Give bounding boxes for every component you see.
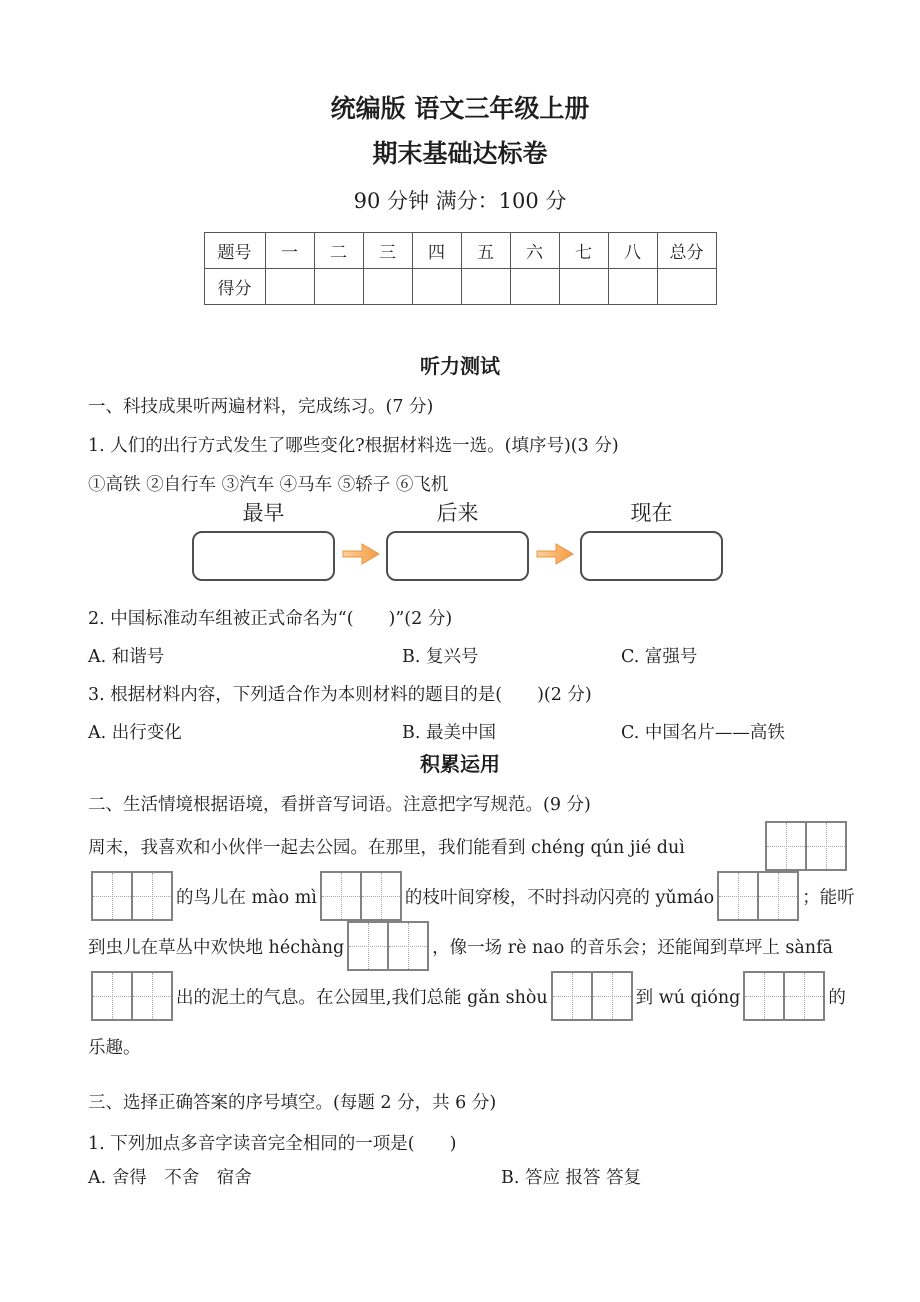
question-1-3-stem: 3. 根据材料内容，下列适合作为本则材料的题目的是( )(2 分) [88, 685, 592, 705]
arrow-right-icon [529, 501, 580, 581]
answer-box-later [386, 531, 529, 581]
score-table-total-col: 总分 [657, 233, 716, 269]
score-table-col: 八 [608, 233, 657, 269]
choice-b: B. 复兴号 [402, 647, 479, 667]
score-table-header-row [204, 233, 716, 269]
score-table [204, 232, 717, 305]
question-3-stem: 三、选择正确答案的序号填空。(每题 2 分，共 6 分) [88, 1093, 497, 1113]
score-cell-empty [265, 269, 314, 305]
score-cell-empty [363, 269, 412, 305]
score-cell-empty [608, 269, 657, 305]
flow-item-later [386, 501, 529, 581]
grid-cell [93, 973, 131, 1019]
choice-a: A. 出行变化 [88, 723, 182, 743]
flow-item-earliest [192, 501, 335, 581]
passage-line [88, 871, 855, 921]
passage-text: ，像一场 rè nao 的音乐会；还能闻到草坪上 sànfā [432, 937, 833, 958]
grid-cell [757, 873, 797, 919]
writing-grid [765, 821, 847, 871]
writing-grid [91, 971, 173, 1021]
question-3-1-choices [88, 1164, 850, 1192]
passage-text: 的枝叶间穿梭，不时抖动闪亮的 yǔmáo [404, 887, 715, 908]
question-2-stem: 二、生活情境根据语境，看拼音写词语。注意把字写规范。(9 分) [88, 795, 591, 815]
writing-grid [551, 971, 633, 1021]
choice-a: A. 和谐号 [88, 647, 165, 667]
flow-diagram [192, 501, 850, 581]
score-table-col: 四 [412, 233, 461, 269]
score-cell-empty [314, 269, 363, 305]
grid-cell [387, 923, 427, 969]
writing-grid [320, 871, 402, 921]
score-table-col: 七 [559, 233, 608, 269]
writing-grid [743, 971, 825, 1021]
grid-cell [767, 823, 805, 869]
grid-cell [360, 873, 400, 919]
score-table-score-row [204, 269, 716, 305]
score-table-score-label: 得分 [204, 269, 265, 305]
score-table-col: 六 [510, 233, 559, 269]
score-cell-empty [461, 269, 510, 305]
grid-cell [131, 973, 171, 1019]
score-table-question-label: 题号 [204, 233, 265, 269]
choice-c: C. 中国名片——高铁 [621, 723, 785, 743]
exam-title-line1: 统编版 语文三年级上册 [330, 94, 590, 123]
grid-cell [131, 873, 171, 919]
grid-cell [805, 823, 845, 869]
score-table-col: 二 [314, 233, 363, 269]
passage-line [88, 971, 850, 1021]
grid-cell [93, 873, 131, 919]
question-1-2-stem: 2. 中国标准动车组被正式命名为“( )”(2 分) [88, 609, 453, 629]
writing-grid [347, 921, 429, 971]
score-table-col: 三 [363, 233, 412, 269]
grid-cell [349, 923, 387, 969]
grid-cell [719, 873, 757, 919]
question-1-1-options: ①高铁 ②自行车 ③汽车 ④马车 ⑤轿子 ⑥飞机 [88, 475, 449, 495]
grid-cell [745, 973, 783, 1019]
passage-line [88, 821, 850, 871]
answer-box-now [580, 531, 723, 581]
flow-label-now: 现在 [630, 501, 673, 525]
section-heading-accumulation: 积累运用 [420, 752, 500, 776]
passage-text: 的 [828, 987, 846, 1008]
section-heading-listening: 听力测试 [420, 354, 500, 378]
question-1-2-choices [88, 643, 850, 671]
grid-cell [591, 973, 631, 1019]
flow-label-earliest: 最早 [242, 501, 285, 525]
question-1-3-choices [88, 719, 850, 747]
flow-label-later: 后来 [436, 501, 479, 525]
score-cell-empty [510, 269, 559, 305]
passage-line [88, 921, 850, 971]
passage-text: 到 wú qióng [635, 987, 741, 1008]
passage-line [88, 1021, 850, 1071]
choice-c: C. 富强号 [621, 647, 698, 667]
question-3-1-stem: 1. 下列加点多音字读音完全相同的一项是( ) [88, 1134, 457, 1154]
passage-text: 乐趣。 [88, 1037, 141, 1058]
passage-text: 到虫儿在草丛中欢快地 héchàng [88, 937, 345, 958]
choice-b: B. 答应 报答 答复 [501, 1168, 642, 1188]
grid-cell [783, 973, 823, 1019]
score-cell-empty [657, 269, 716, 305]
grid-cell [322, 873, 360, 919]
choice-a: A. 舍得 不舍 宿舍 [88, 1168, 252, 1188]
score-table-col: 一 [265, 233, 314, 269]
flow-item-now [580, 501, 723, 581]
passage-text: 周末，我喜欢和小伙伴一起去公园。在那里，我们能看到 chéng qún jié duì [88, 837, 685, 858]
question-1-1-stem: 1. 人们的出行方式发生了哪些变化?根据材料选一选。(填序号)(3 分) [88, 436, 619, 456]
grid-cell [553, 973, 591, 1019]
question-1-stem: 一、科技成果听两遍材料，完成练习。(7 分) [88, 397, 434, 417]
writing-grid [91, 871, 173, 921]
score-cell-empty [559, 269, 608, 305]
choice-b: B. 最美中国 [402, 723, 496, 743]
writing-grid [717, 871, 799, 921]
exam-duration-and-score: 90 分钟 满分：100 分 [353, 189, 567, 213]
score-cell-empty [412, 269, 461, 305]
answer-box-earliest [192, 531, 335, 581]
pinyin-passage [88, 821, 855, 1071]
exam-title-line2: 期末基础达标卷 [372, 139, 548, 168]
passage-text: 的鸟儿在 mào mì [176, 887, 317, 908]
passage-text: 出的泥土的气息。在公园里,我们总能 gǎn shòu [176, 987, 548, 1008]
score-table-col: 五 [461, 233, 510, 269]
arrow-right-icon [335, 501, 386, 581]
passage-text: ；能听 [802, 887, 855, 908]
